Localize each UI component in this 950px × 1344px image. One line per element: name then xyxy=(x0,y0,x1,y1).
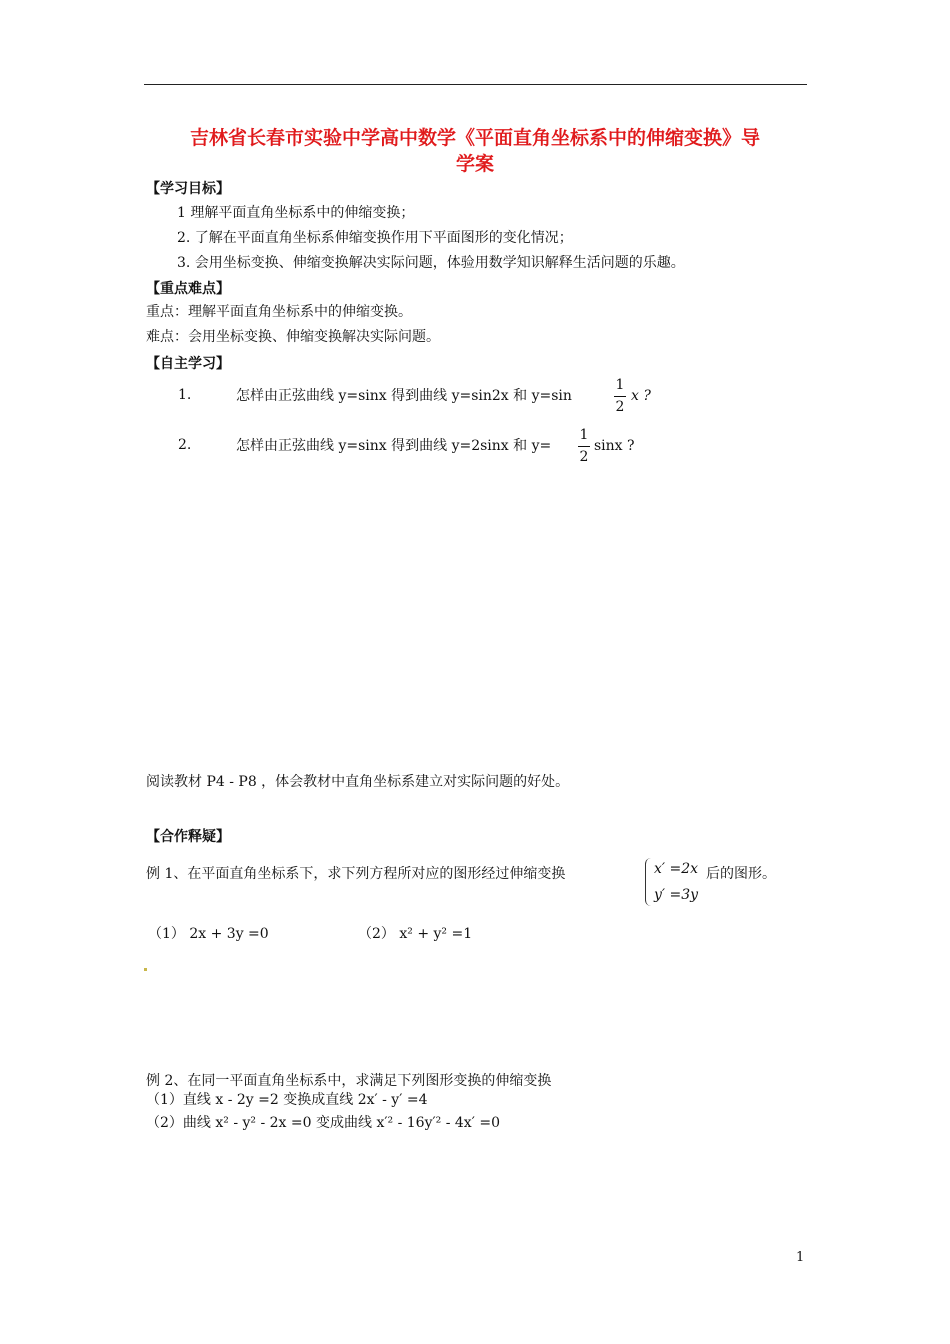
question-2-frac-num: 1 xyxy=(579,427,589,443)
goals-heading: 【学习目标】 xyxy=(146,181,230,197)
example-1-text: 例 1、在平面直角坐标系下，求下列方程所对应的图形经过伸缩变换 xyxy=(146,866,566,882)
page-number: 1 xyxy=(796,1250,805,1265)
question-1-frac-num: 1 xyxy=(615,377,625,393)
question-1-frac-den: 2 xyxy=(615,399,625,415)
example-1-system-line1: x′ =2x xyxy=(654,861,699,877)
goal-item-1: 1 理解平面直角坐标系中的伸缩变换； xyxy=(177,205,415,221)
cooperation-heading: 【合作释疑】 xyxy=(146,829,230,845)
question-2-text: 怎样由正弦曲线 y=sinx 得到曲线 y=2sinx 和 y= xyxy=(236,438,552,454)
goal-item-3: 3. 会用坐标变换、伸缩变换解决实际问题，体验用数学知识解释生活问题的乐趣。 xyxy=(177,255,685,271)
question-2-frac-den: 2 xyxy=(579,449,589,465)
key-focus: 重点：理解平面直角坐标系中的伸缩变换。 xyxy=(146,304,412,320)
goal-item-2: 2. 了解在平面直角坐标系伸缩变换作用下平面图形的变化情况； xyxy=(177,230,573,246)
key-difficulty: 难点：会用坐标变换、伸缩变换解决实际问题。 xyxy=(146,329,440,345)
example-1-part-1: （1） 2x + 3y =0 xyxy=(148,926,269,942)
key-heading: 【重点难点】 xyxy=(146,281,230,297)
question-2-number: 2. xyxy=(178,437,192,453)
example-2-part-1: （1）直线 x - 2y =2 变换成直线 2x′ - y′ =4 xyxy=(146,1092,428,1108)
example-1-brace xyxy=(645,858,652,906)
example-1-part-2: （2） x² + y² =1 xyxy=(358,926,473,942)
question-1-frac-bar xyxy=(614,396,626,397)
question-2-frac-bar xyxy=(578,446,590,447)
reading-assignment: 阅读教材 P4 - P8 ，体会教材中直角坐标系建立对实际问题的好处。 xyxy=(146,774,570,790)
question-1-tail: x ? xyxy=(631,388,651,404)
question-1-text: 怎样由正弦曲线 y=sinx 得到曲线 y=sin2x 和 y=sin xyxy=(236,388,572,404)
example-1-tail: 后的图形。 xyxy=(706,866,776,882)
question-2-tail: sinx ? xyxy=(594,438,635,454)
self-study-heading: 【自主学习】 xyxy=(146,356,230,372)
example-2-part-2: （2）曲线 x² - y² - 2x =0 变成曲线 x′² - 16y′² - 4x′ =0 xyxy=(146,1115,500,1131)
document-title-line1: 吉林省长春市实验中学高中数学《平面直角坐标系中的伸缩变换》导 xyxy=(189,127,760,149)
example-2-text: 例 2、在同一平面直角坐标系中，求满足下列图形变换的伸缩变换 xyxy=(146,1073,552,1089)
header-rule xyxy=(144,84,807,85)
document-title-line2: 学案 xyxy=(455,153,494,175)
stray-mark xyxy=(144,968,147,971)
example-1-system-line2: y′ =3y xyxy=(654,887,699,903)
question-1-number: 1. xyxy=(178,387,192,403)
